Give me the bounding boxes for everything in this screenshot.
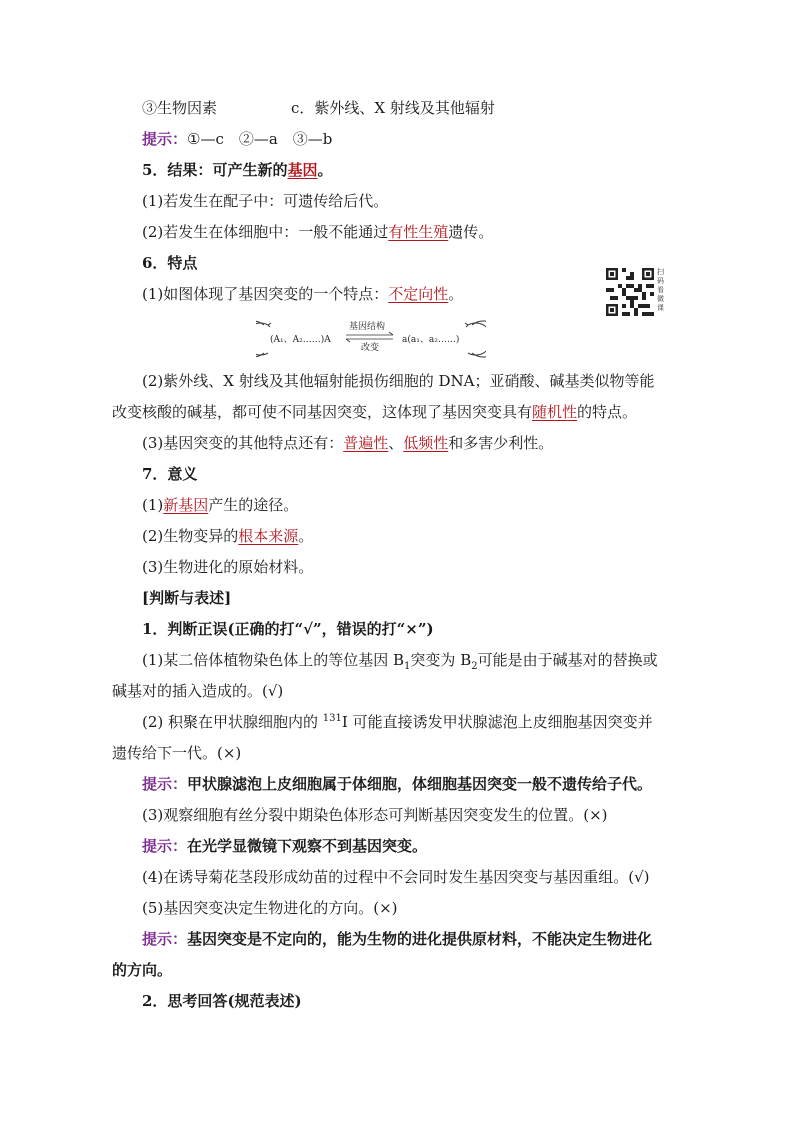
diagram-right-label: a(a₁、a₂……) <box>402 335 460 345</box>
hint-label: 提示： <box>142 930 188 948</box>
judge-2-title: 2．思考回答(规范表述) <box>142 992 302 1010</box>
hint-label: 提示： <box>142 837 188 855</box>
section-6-item-1: (1)如图体现了基因突变的一个特点：不定向性。 <box>142 285 464 303</box>
diagram-arrow-top: 基因结构 <box>349 322 386 332</box>
hint-label: 提示： <box>142 775 188 793</box>
section-6-item-3: (3)基因突变的其他特点还有：普遍性、低频性和多害少利性。 <box>142 434 554 452</box>
hint-label: 提示： <box>142 130 188 148</box>
judge-section-title: [判断与表述] <box>142 589 232 607</box>
section-5-title: 5．结果：可产生新的基因。 <box>142 161 333 179</box>
answer-blank: 基因 <box>287 161 318 179</box>
question-4: (4)在诱导菊花茎段形成幼苗的过程中不会同时发生基因突变与基因重组。(√) <box>142 868 650 886</box>
qr-caption: 扫码看微课 <box>657 268 664 312</box>
section-5-item-2: (2)若发生在体细胞中：一般不能通过有性生殖遗传。 <box>142 223 494 241</box>
question-5-hint-line-2: 的方向。 <box>112 961 173 979</box>
line-biological-factor: ③生物因素 c．紫外线、X 射线及其他辐射 <box>142 99 495 117</box>
diagram-arrow-bottom: 改变 <box>361 343 380 353</box>
section-5-item-1: (1)若发生在配子中：可遗传给后代。 <box>142 192 389 210</box>
answer-blank: 新基因 <box>163 496 209 514</box>
hint-match: 提示：①—c ②—a ③—b <box>142 130 333 148</box>
question-5: (5)基因突变决定生物进化的方向。(×) <box>142 899 398 917</box>
judge-1-title: 1．判断正误(正确的打“√”，错误的打“×”) <box>142 620 434 638</box>
section-7-title: 7．意义 <box>142 465 198 483</box>
question-3: (3)观察细胞有丝分裂中期染色体形态可判断基因突变发生的位置。(×) <box>142 806 608 824</box>
section-6-item-2-line-2: 改变核酸的碱基，都可使不同基因突变，这体现了基因突变具有随机性的特点。 <box>112 403 638 421</box>
answer-blank: 随机性 <box>532 403 578 421</box>
section-6-item-2-line-1: (2)紫外线、X 射线及其他辐射能损伤细胞的 DNA；亚硝酸、碱基类似物等能 <box>142 372 655 390</box>
diagram-left-label: (A₁、A₂……)A <box>270 335 331 345</box>
question-5-hint-line-1: 提示：基因突变是不定向的，能为生物的进化提供原材料，不能决定生物进化 <box>142 930 653 948</box>
qr-code-icon[interactable] <box>606 268 654 316</box>
question-1-line-1: (1)某二倍体植物染色体上的等位基因 $B_1$突变为 $B_2$可能是由于碱基对的替换或 <box>142 651 658 672</box>
gene-mutation-diagram <box>256 316 486 362</box>
section-7-item-2: (2)生物变异的根本来源。 <box>142 527 314 545</box>
question-2-hint: 提示：甲状腺滤泡上皮细胞属于体细胞，体细胞基因突变一般不遗传给子代。 <box>142 775 653 793</box>
answer-blank: 普遍性 <box>343 434 389 452</box>
answer-blank: 低频性 <box>403 434 449 452</box>
question-2-line-1: (2) 积聚在甲状腺细胞内的 $^{131}$I 可能直接诱发甲状腺滤泡上皮细胞基因突变并 <box>142 713 653 731</box>
section-6-title: 6．特点 <box>142 254 198 272</box>
question-2-line-2: 遗传给下一代。(×) <box>112 744 242 762</box>
question-3-hint: 提示：在光学显微镜下观察不到基因突变。 <box>142 837 428 855</box>
section-7-item-3: (3)生物进化的原始材料。 <box>142 558 314 576</box>
answer-blank: 根本来源 <box>238 527 299 545</box>
section-7-item-1: (1)新基因产生的途径。 <box>142 496 299 514</box>
question-1-line-2: 碱基对的插入造成的。(√) <box>112 682 284 700</box>
answer-blank: 不定向性 <box>388 285 449 303</box>
answer-blank: 有性生殖 <box>388 223 449 241</box>
